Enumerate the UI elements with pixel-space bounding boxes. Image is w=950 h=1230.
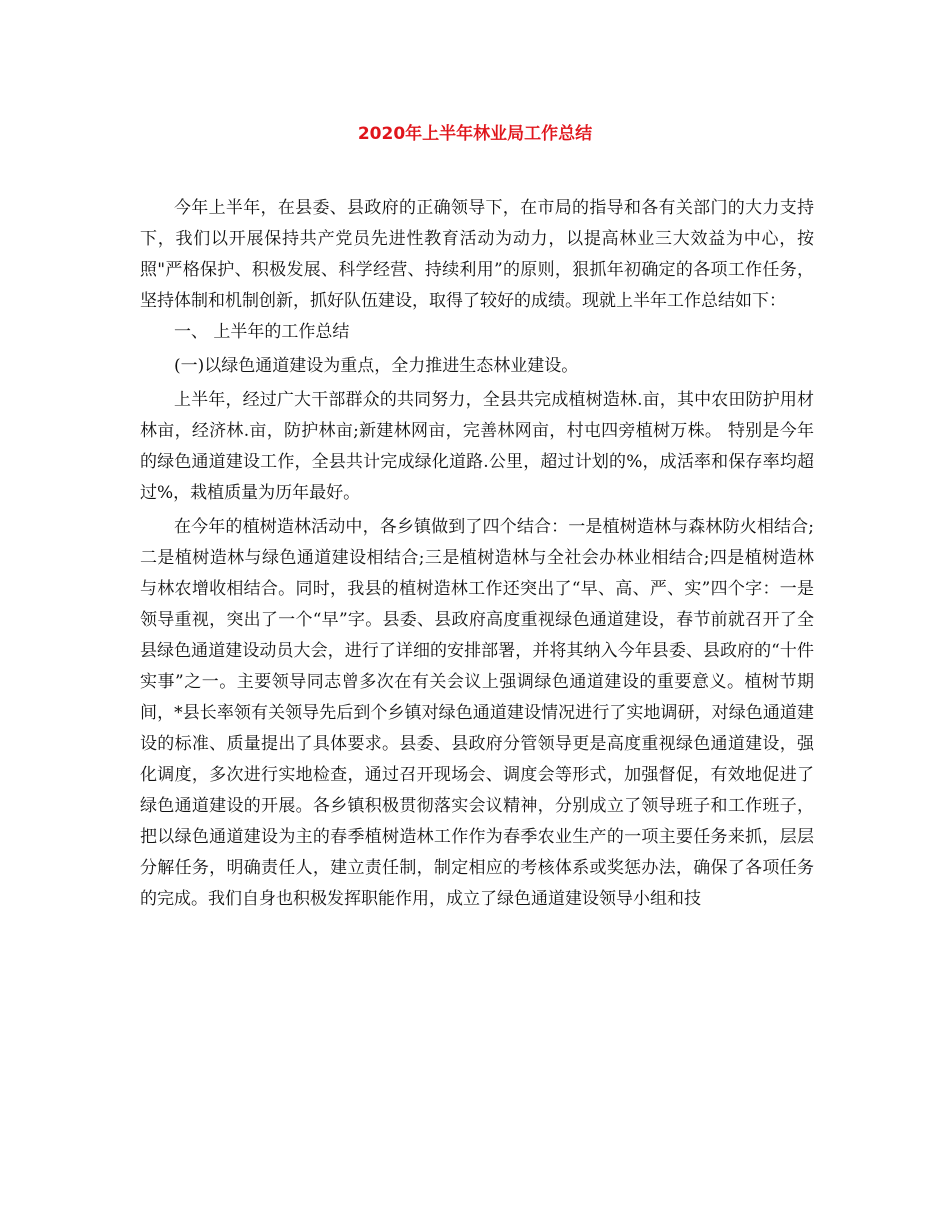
document-body	[140, 193, 814, 915]
tree-planting-activity-paragraph: 在今年的植树造林活动中，各乡镇做到了四个结合：一是植树造林与森林防火相结合;二是植树造林与绿色通道建设相结合;三是植树造林与全社会办林业相结合;四是植树造林与林农增收相结合。同时，我县的植树造林工作还突出了“早、高、严、实”四个字：一是领导重视，突出了一个“早”字。县委、县政府高度重视绿色通道建设，春节前就召开了全县绿色通道建设动员大会，进行了详细的安排部署，并将其纳入今年县委、县政府的“十件实事”之一。主要领导同志曾多次在有关会议上强调绿色通道建设的重要意义。植树节期间，*县长率领有关领导先后到个乡镇对绿色通道建设情况进行了实地调研，对绿色通道建设的标准、质量提出了具体要求。县委、县政府分管领导更是高度重视绿色通道建设，强化调度，多次进行实地检查，通过召开现场会、调度会等形式，加强督促，有效地促进了绿色通道建设的开展。各乡镇积极贯彻落实会议精神，分别成立了领导班子和工作班子，把以绿色通道建设为主的春季植树造林工作作为春季农业生产的一项主要任务来抓，层层分解任务，明确责任人，建立责任制，制定相应的考核体系或奖惩办法，确保了各项任务的完成。我们自身也积极发挥职能作用，成立了绿色通道建设领导小组和技	[140, 517, 814, 909]
afforestation-summary-paragraph: 上半年，经过广大干部群众的共同努力，全县共完成植树造林.亩，其中农田防护用材林亩，经济林.亩，防护林亩;新建林网亩，完善林网亩，村屯四旁植树万株。 特别是今年的绿色通道建设工作，全县共计完成绿化道路.公里，超过计划的%，成活率和保存率均超过%，栽植质量为历年最好。	[140, 390, 814, 503]
intro-paragraph: 今年上半年，在县委、县政府的正确领导下，在市局的指导和各有关部门的大力支持下，我们以开展保持共产党员先进性教育活动为动力，以提高林业三大效益为中心，按照"严格保护、积极发展、科学经营、持续利用”的原则，狠抓年初确定的各项工作任务，坚持体制和机制创新，抓好队伍建设，取得了较好的成绩。现就上半年工作总结如下：	[140, 198, 814, 311]
subsection-heading: (一)以绿色通道建设为重点，全力推进生态林业建设。	[174, 356, 579, 376]
document-title: 2020年上半年林业局工作总结	[357, 124, 593, 144]
section-heading: 一、 上半年的工作总结	[174, 322, 350, 342]
